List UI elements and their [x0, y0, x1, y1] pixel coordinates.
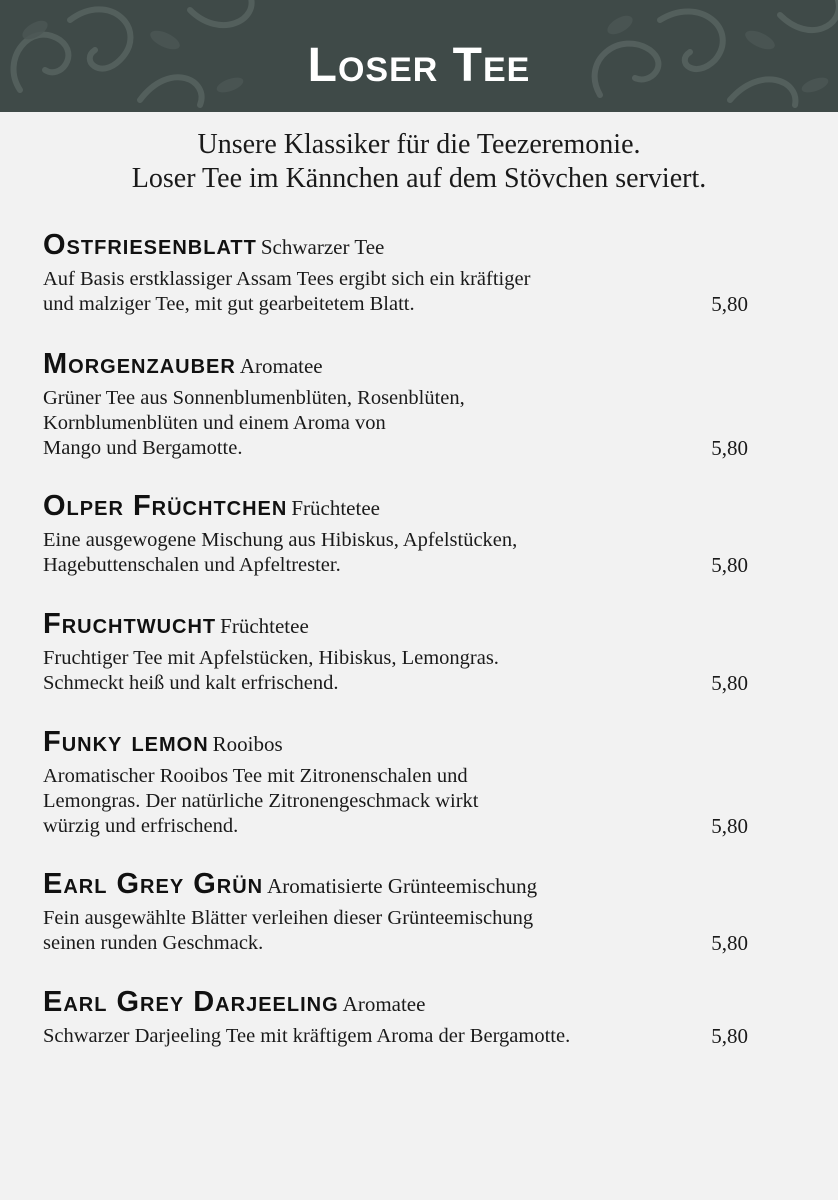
menu-item-price: 5,80 — [711, 553, 748, 577]
description-line: Auf Basis erstklassiger Assam Tees ergibt sich ein kräftiger — [43, 268, 531, 290]
menu-item-price: 5,80 — [711, 436, 748, 460]
menu-item-funky-lemon — [43, 725, 753, 839]
description-line: Mango und Bergamotte. — [43, 437, 243, 459]
intro-text — [0, 128, 838, 196]
menu-item-type: Aromatisierte Grünteemischung — [267, 874, 538, 898]
menu-item-earl-grey-darjeeling — [43, 985, 753, 1049]
menu-item-description — [43, 1024, 753, 1049]
description-line: Kornblumenblüten und einem Aroma von — [43, 412, 386, 434]
header-banner — [0, 0, 838, 112]
menu-item-description — [43, 528, 753, 578]
menu-item-price: 5,80 — [711, 814, 748, 838]
menu-item-fruchtwucht — [43, 607, 753, 696]
page-title: Loser Tee — [307, 39, 531, 92]
menu-item-heading — [43, 489, 753, 528]
menu-item-type: Aromatee — [239, 354, 323, 378]
menu-item-heading — [43, 347, 753, 386]
menu-item-description — [43, 267, 753, 317]
menu-item-olper-fruechtchen — [43, 489, 753, 578]
description-line: Lemongras. Der natürliche Zitronengeschmack wirkt — [43, 790, 479, 812]
menu-item-description — [43, 906, 753, 956]
menu-item-heading — [43, 228, 753, 267]
description-line: Aromatischer Rooibos Tee mit Zitronenschalen und — [43, 765, 468, 787]
description-line: Fruchtiger Tee mit Apfelstücken, Hibiskus, Lemongras. — [43, 647, 499, 669]
intro-line: Loser Tee im Kännchen auf dem Stövchen serviert. — [131, 163, 707, 194]
menu-item-name: Earl Grey Darjeeling — [43, 986, 339, 1018]
description-line: und malziger Tee, mit gut gearbeitetem Blatt. — [43, 293, 415, 315]
description-line: Schwarzer Darjeeling Tee mit kräftigem Aroma der Bergamotte. — [43, 1025, 571, 1047]
menu-item-ostfriesenblatt — [43, 228, 753, 317]
menu-item-price: 5,80 — [711, 671, 748, 695]
menu-item-description — [43, 764, 753, 839]
menu-item-name: Earl Grey Grün — [43, 868, 264, 900]
menu-item-name: Morgenzauber — [43, 348, 236, 380]
menu-item-heading — [43, 867, 753, 906]
menu-item-type: Rooibos — [212, 732, 283, 756]
menu-item-name: Olper Früchtchen — [43, 490, 288, 522]
menu-item-heading — [43, 985, 753, 1024]
description-line: würzig und erfrischend. — [43, 815, 239, 837]
menu-item-name: Funky lemon — [43, 726, 209, 758]
menu-item-description — [43, 646, 753, 696]
menu-item-morgenzauber — [43, 347, 753, 461]
description-line: seinen runden Geschmack. — [43, 932, 264, 954]
menu-item-price: 5,80 — [711, 292, 748, 316]
menu-item-type: Schwarzer Tee — [260, 235, 385, 259]
menu-item-heading — [43, 725, 753, 764]
description-line: Fein ausgewählte Blätter verleihen dieser Grünteemischung — [43, 907, 534, 929]
menu-item-price: 5,80 — [711, 931, 748, 955]
intro-line: Unsere Klassiker für die Teezeremonie. — [197, 129, 641, 160]
description-line: Grüner Tee aus Sonnenblumenblüten, Rosenblüten, — [43, 387, 465, 409]
description-line: Hagebuttenschalen und Apfeltrester. — [43, 554, 341, 576]
menu-item-earl-grey-gruen — [43, 867, 753, 956]
menu-item-type: Früchtetee — [291, 496, 380, 520]
description-line: Eine ausgewogene Mischung aus Hibiskus, Apfelstücken, — [43, 529, 518, 551]
menu-item-type: Aromatee — [342, 992, 426, 1016]
menu-item-name: Fruchtwucht — [43, 608, 217, 640]
description-line: Schmeckt heiß und kalt erfrischend. — [43, 672, 339, 694]
menu-item-description — [43, 386, 753, 461]
menu-item-heading — [43, 607, 753, 646]
menu-item-price: 5,80 — [711, 1024, 748, 1048]
menu-item-name: Ostfriesenblatt — [43, 229, 257, 261]
menu-item-type: Früchtetee — [220, 614, 309, 638]
